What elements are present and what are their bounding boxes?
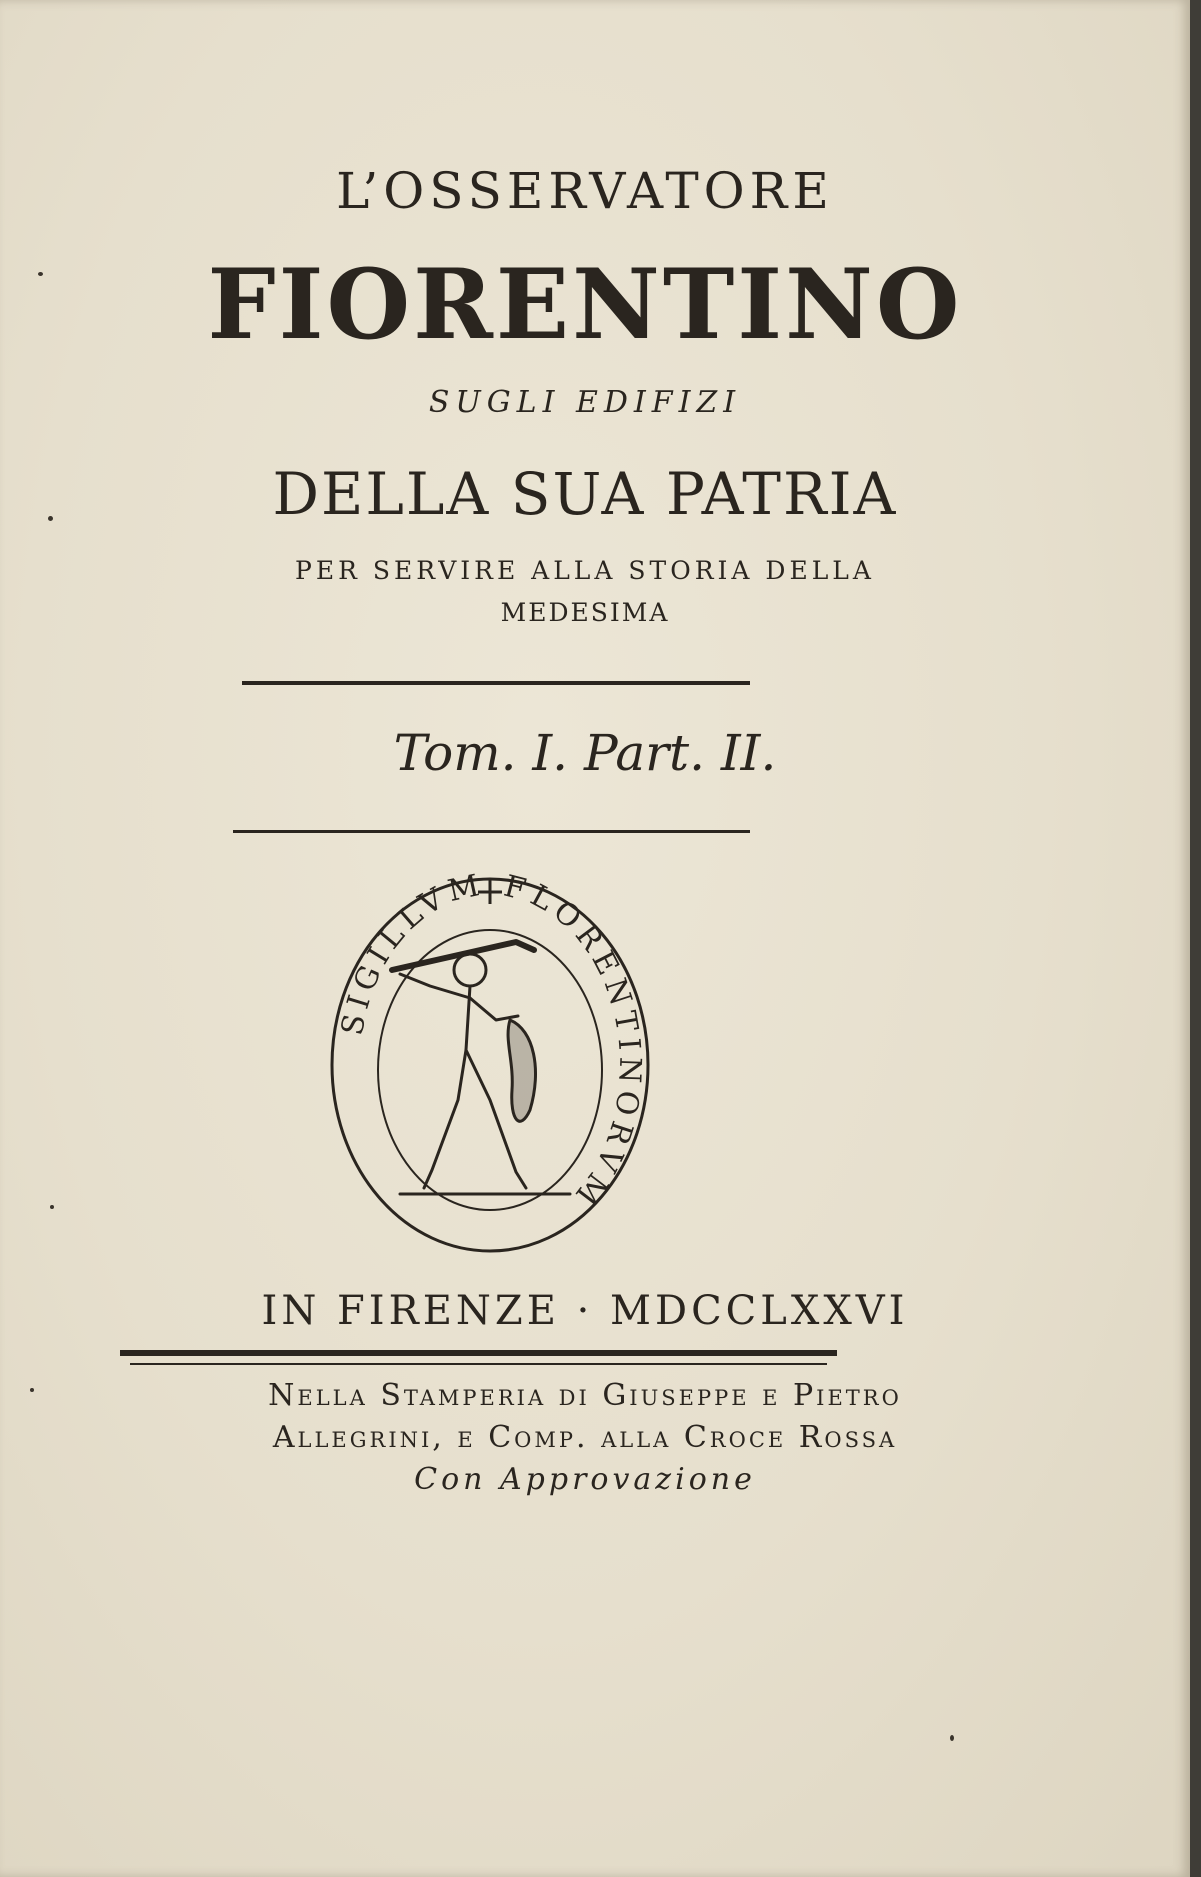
printer-line-2: Allegrini, e Comp. alla Croce Rossa: [272, 1420, 898, 1455]
florentine-seal-emblem: [320, 870, 660, 1260]
hercules-figure-icon: [392, 942, 570, 1194]
divider-rule-bottom: [233, 830, 750, 833]
seal-inscription: SIGILLVM FLORENTINORVM: [334, 870, 648, 1217]
paper-blemish: [30, 1388, 34, 1392]
subtitle-sugli-edifizi: SUGLI EDIFIZI: [428, 385, 742, 420]
paper-blemish: [50, 1205, 54, 1209]
divider-rule-top: [242, 681, 750, 685]
paper-blemish: [950, 1735, 954, 1741]
title-line-fiorentino: FIORENTINO: [207, 248, 963, 361]
subtitle-della-sua-patria: DELLA SUA PATRIA: [272, 460, 898, 528]
approval-line: Con Approvazione: [414, 1462, 756, 1497]
volume-label: Tom. I. Part. II.: [393, 724, 777, 782]
page-edge-shadow: [1190, 0, 1201, 1877]
subtitle-per-servire: PER SERVIRE ALLA STORIA DELLA: [295, 556, 875, 585]
printer-line-1: Nella Stamperia di Giuseppe e Pietro: [268, 1378, 902, 1413]
divider-double-rule-thick: [120, 1350, 837, 1356]
subtitle-medesima: MEDESIMA: [500, 598, 670, 627]
paper-blemish: [48, 516, 53, 521]
divider-double-rule-thin: [130, 1363, 827, 1365]
imprint-place-date: IN FIRENZE · MDCCLXXVI: [261, 1288, 909, 1334]
paper-blemish: [38, 272, 43, 276]
seal-inner-ring: [378, 930, 602, 1210]
title-line-osservatore: L’OSSERVATORE: [336, 162, 834, 220]
